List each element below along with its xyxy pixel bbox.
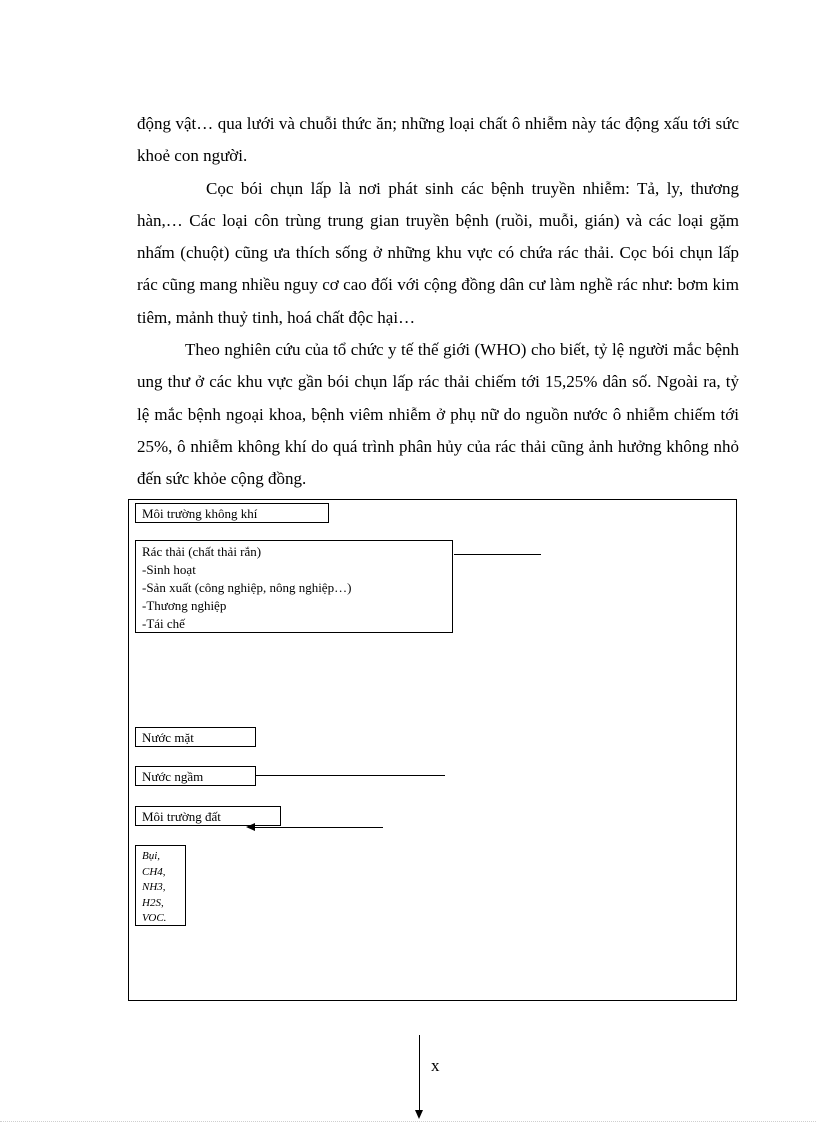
paragraph-who-study: Theo nghiên cứu của tổ chức y tế thế giới (WHO) cho biết, tỷ lệ người mắc bệnh ung thư ở các khu vực gần bói chụn lấp rác thải chiếm tới 15,25% dân số. Ngoài ra, tỷ lệ mắc bệnh ngoại khoa, bệnh viêm nhiễm ở phụ nữ do nguồn nước ô nhiễm chiếm tới 25%, ô nhiễm không khí do quá trình phân hủy của rác thải cũng ảnh hưởng không nhỏ đến sức khỏe cộng đồng. [137, 340, 739, 489]
soil-environment-box: Môi trường đất [135, 806, 281, 826]
waste-source-item: -Sinh hoạt [142, 562, 196, 577]
soil-arrow-line [254, 827, 383, 828]
page-bottom-divider [0, 1121, 816, 1122]
groundwater-box: Nước ngầm [135, 766, 256, 786]
gas-item: NH3, [142, 881, 166, 893]
arrow-x-label: x [431, 1056, 440, 1075]
air-environment-box: Môi trường không khí [135, 503, 329, 523]
soil-arrowhead-icon [246, 823, 255, 831]
solid-waste-title: Rác thải (chất thải rắn) [142, 544, 262, 559]
paragraph-landfill-diseases: Cọc bói chụn lấp là nơi phát sinh các bệnh truyền nhiễm: Tả, ly, thương hàn,… Các loại côn trùng trung gian truyền bệnh (ruồi, muỗi, gián) và các loại gặm nhấm (chuột) cũng ưa thích sống ở những khu vực có chứa rác thải. Cọc bói chụn lấp rác cũng mang nhiều nguy cơ cao đối với cộng đồng dân cư làm nghề rác như: bơm kim tiêm, mảnh thuỷ tinh, hoá chất độc hại… [137, 178, 739, 327]
down-arrowhead-icon [415, 1110, 423, 1119]
surface-water-box: Nước mặt [135, 727, 256, 747]
waste-source-item: -Sản xuất (công nghiệp, nông nghiệp…) [142, 580, 352, 595]
gas-item: Bụi, [142, 850, 161, 862]
gas-item: CH4, [142, 865, 166, 878]
down-arrow-line [419, 1035, 420, 1112]
waste-source-item: -Tái chế [142, 616, 185, 631]
pollution-diagram [128, 499, 737, 1001]
gas-item: H2S, [142, 896, 164, 909]
waste-connector-line [454, 554, 541, 555]
body-text [137, 108, 739, 496]
solid-waste-box [135, 540, 453, 633]
gas-emissions-box [135, 845, 186, 926]
paragraph-continuation: động vật… qua lưới và chuỗi thức ăn; những loại chất ô nhiễm này tác động xấu tới sức khoẻ con người. [137, 114, 739, 166]
waste-source-item: -Thương nghiệp [142, 598, 227, 613]
gas-item: VOC. [142, 912, 167, 924]
